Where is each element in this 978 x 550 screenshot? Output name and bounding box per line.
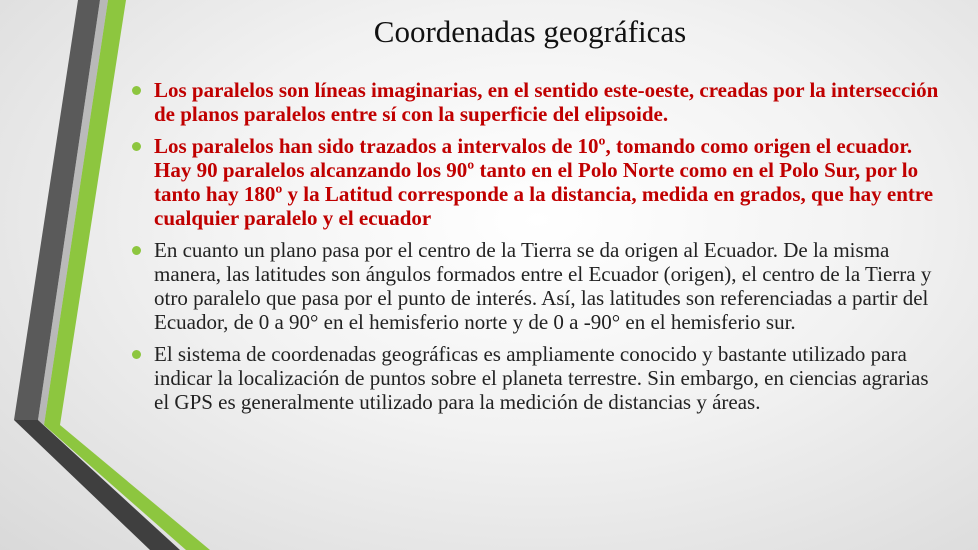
green-stripe-lower	[44, 425, 210, 550]
bullet-item	[130, 342, 945, 414]
bullet-item	[130, 134, 945, 230]
slide-title: Coordenadas geográficas	[373, 14, 687, 49]
bullet-dot-icon	[132, 350, 141, 359]
bullet-dot-icon	[132, 86, 141, 95]
bullet-list	[130, 78, 945, 422]
bullet-text: Los paralelos son líneas imaginarias, en el sentido este-oeste, creadas por la intersección de planos paralelos entre sí con la superficie del elipsoide.	[154, 78, 939, 126]
bullet-item	[130, 78, 945, 126]
bullet-item	[130, 238, 945, 334]
bullet-dot-icon	[132, 142, 141, 151]
bullet-text: En cuanto un plano pasa por el centro de la Tierra se da origen al Ecuador. De la misma manera, las latitudes son ángulos formados entre el Ecuador (origen), el centro de la Tierra y otro paralelo que pasa por el punto de interés. Así, las latitudes son referenciadas a partir del Ecuador, de 0 a 90° en el hemisferio norte y de 0 a -90° en el hemisferio sur.	[154, 238, 932, 334]
bullet-dot-icon	[132, 246, 141, 255]
bullet-text: El sistema de coordenadas geográficas es ampliamente conocido y bastante utilizado para indicar la localización de puntos sobre el planeta terrestre. Sin embargo, en ciencias agrarias el GPS es generalmente utilizado para la medición de distancias y áreas.	[154, 342, 929, 414]
bullet-text: Los paralelos han sido trazados a intervalos de 10º, tomando como origen el ecuador. Hay 90 paralelos alcanzando los 90º tanto en el Polo Norte como en el Polo Sur, por lo tanto hay 180º y la Latitud corresponde a la distancia, medida en grados, que hay entre cualquier paralelo y el ecuador	[154, 134, 934, 230]
dark-stripe-lower	[14, 420, 180, 550]
